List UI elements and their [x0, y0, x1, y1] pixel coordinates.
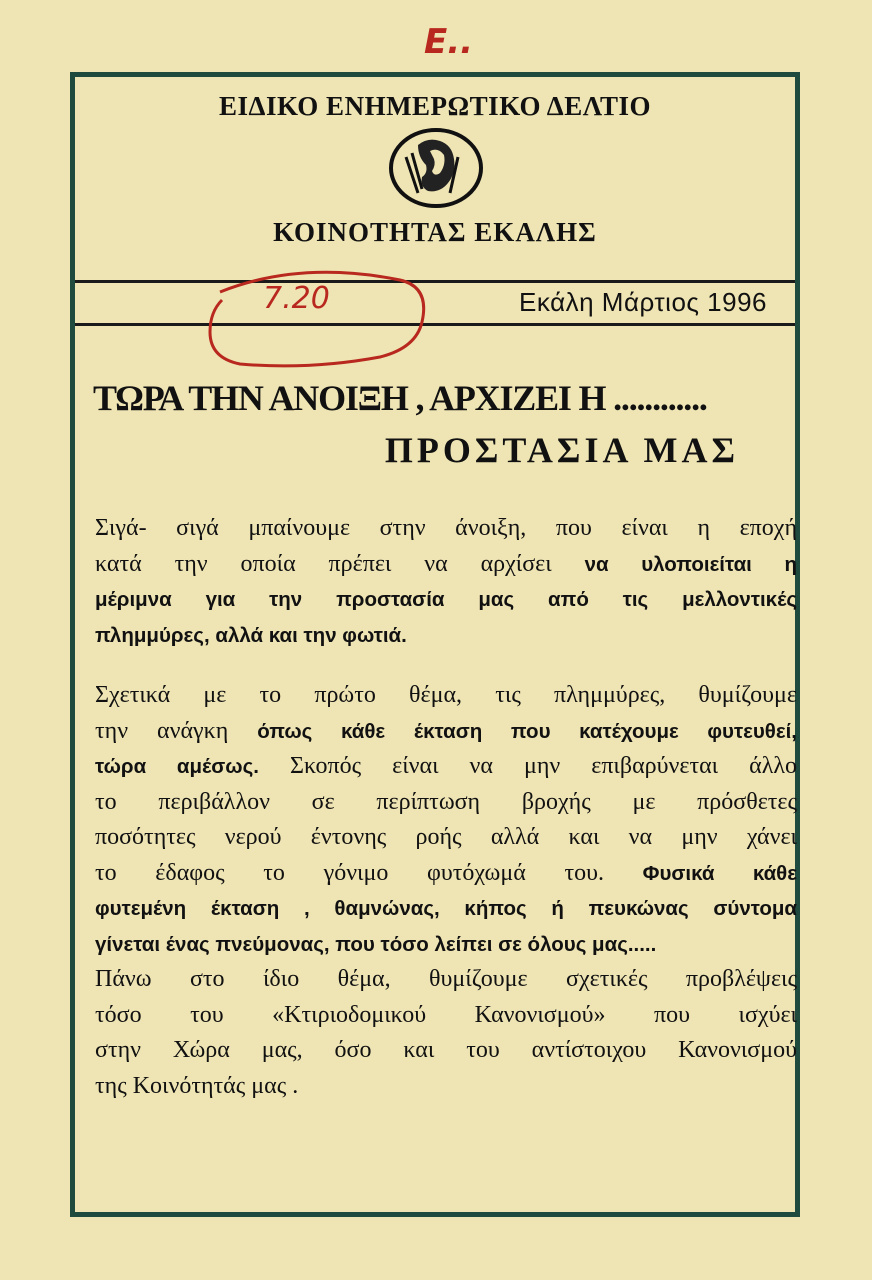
bold-text-run: Φυσικά κάθε	[642, 861, 797, 885]
text-line: τόσο του «Κτιριοδομικού Κανονισμού» που ισχύει	[95, 1001, 797, 1028]
text-run: το έδαφος το γόνιμο φυτόχωμά του.	[95, 859, 643, 886]
text-run: την ανάγκη	[95, 717, 258, 744]
text-line	[95, 547, 797, 583]
paragraph-2	[95, 678, 797, 1104]
headline-line-1: ΤΩΡΑ ΤΗΝ ΑΝΟΙΞΗ , ΑΡΧΙΖΕΙ Η ............	[93, 378, 707, 418]
text-line: της Κοινότητάς μας .	[95, 1072, 299, 1099]
text-line: Πάνω στο ίδιο θέμα, θυμίζουμε σχετικές προβλέψεις	[95, 966, 797, 992]
text-line: ποσότητες νερού έντονης ροής αλλά και να μην χάνει	[95, 824, 797, 850]
bold-text-run: να υλοποιείται η	[584, 552, 797, 576]
bold-text-line: γίνεται ένας πνεύμονας, που τόσο λείπει σε όλους μας.....	[95, 932, 657, 956]
text-line	[95, 856, 797, 892]
bold-text-run: τώρα αμέσως.	[95, 755, 259, 778]
text-line: το περιβάλλον σε περίπτωση βροχής με πρόσθετες	[95, 788, 797, 815]
handwritten-corner-mark: Ε..	[424, 22, 474, 62]
bold-text-line: φυτεμένη έκταση , θαμνώνας, κήπος ή πευκώνας σύντομα	[95, 897, 797, 920]
masthead-subtitle: ΚΟΙΝΟΤΗΤΑΣ ΕΚΑΛΗΣ	[273, 217, 597, 247]
text-run: Σκοπός είναι να μην επιβαρύνεται άλλο	[258, 753, 797, 779]
text-line: Σιγά- σιγά μπαίνουμε στην άνοιξη, που είναι η εποχή	[95, 515, 797, 541]
handwritten-reference-note: 7.20	[263, 281, 330, 316]
bold-text-line: πλημμύρες, αλλά και την φωτιά.	[95, 623, 407, 647]
dateline: Εκάλη Μάρτιος 1996	[519, 287, 767, 317]
handwritten-circle	[200, 262, 440, 372]
text-run: κατά την οποία πρέπει να αρχίσει	[95, 550, 585, 577]
masthead-title: ΕΙΔΙΚΟ ΕΝΗΜΕΡΩΤΙΚΟ ΔΕΛΤΙΟ	[219, 91, 651, 121]
headline-line-2: ΠΡΟΣΤΑΣΙΑ ΜΑΣ	[384, 430, 739, 470]
bold-text-run: όπως κάθε έκταση που κατέχουμε φυτευθεί,	[257, 719, 798, 743]
text-line: Σχετικά με το πρώτο θέμα, τις πλημμύρες, θυμίζουμε	[95, 682, 797, 708]
bulletin-frame	[70, 72, 800, 1217]
bold-text-line: μέριμνα για την προστασία μας από τις μελλοντικές	[95, 588, 797, 611]
paragraph-1	[95, 511, 797, 653]
text-line	[95, 749, 797, 785]
text-line: στην Χώρα μας, όσο και του αντίστοιχου Κανονισμού	[95, 1037, 797, 1063]
text-line	[95, 714, 797, 750]
community-seal-icon	[388, 127, 484, 209]
